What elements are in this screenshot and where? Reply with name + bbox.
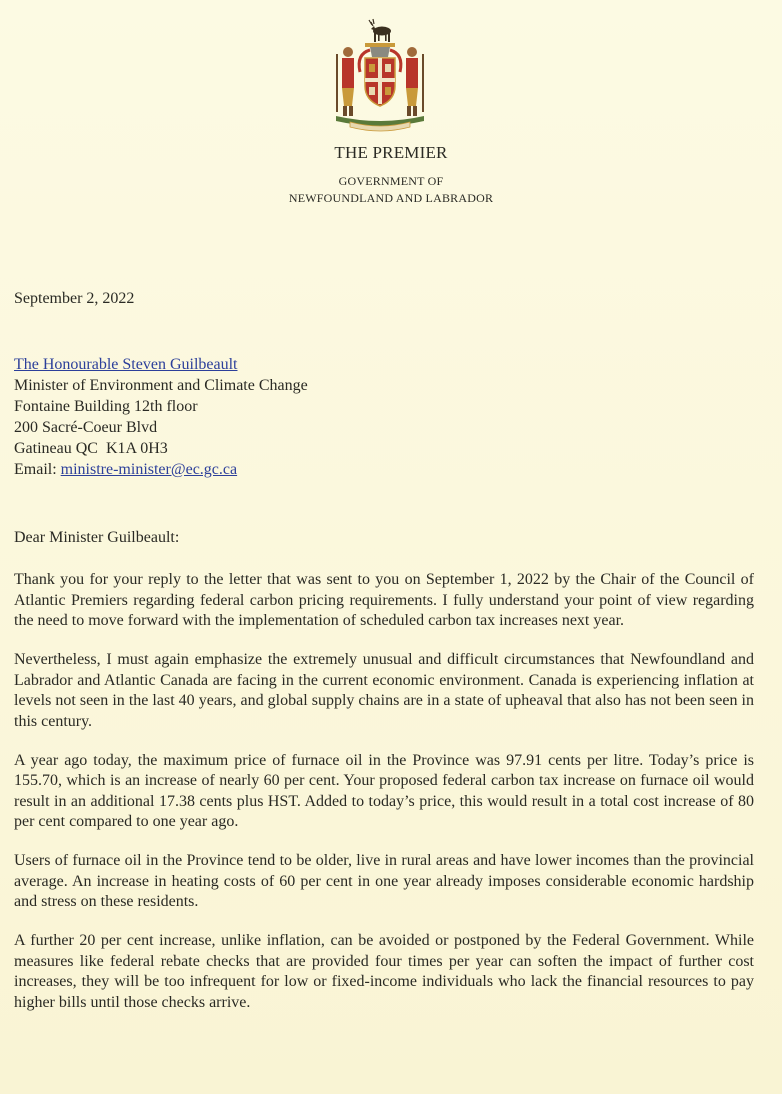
coat-of-arms-icon <box>330 14 430 132</box>
letterhead-government <box>0 173 782 207</box>
recipient-building: Fontaine Building 12th floor <box>14 398 198 415</box>
email-link[interactable]: ministre-minister@ec.gc.ca <box>60 461 238 478</box>
letterhead-title: THE PREMIER <box>334 143 448 162</box>
paragraph-2: Nevertheless, I must again emphasize the extremely unusual and difficult circumstances that Newfoundland and Labrador and Atlantic Canada are facing in the current economic environment. Canada is experiencing inflation at levels not seen in the last 40 years, and global supply chains are in a state of upheaval that also has not been seen in this century. <box>14 651 754 730</box>
recipient-city: Gatineau QC K1A 0H3 <box>14 440 168 457</box>
recipient-address <box>14 354 308 480</box>
recipient-email-line <box>14 459 308 480</box>
salutation: Dear Minister Guilbeault: <box>14 529 180 546</box>
paragraph-3: A year ago today, the maximum price of furnace oil in the Province was 97.91 cents per litre. Today’s price is 155.70, which is an increase of nearly 60 per cent. Your proposed federal carbon tax increase on furnace oil would result in an additional 17.38 cents plus HST. Added to today’s price, this would result in a total cost increase of 80 per cent compared to one year ago. <box>14 751 754 830</box>
government-line-1: GOVERNMENT OF <box>338 174 444 188</box>
paragraph-5: A further 20 per cent increase, unlike inflation, can be avoided or postponed by the Federal Government. While measures like federal rebate checks that are provided four times per year can soften the impact of further cost increases, they will be too infrequent for low or fixed-income individuals who lack the financial resources to pay higher bills until those checks arrive. <box>14 932 754 1011</box>
recipient-street: 200 Sacré-Coeur Blvd <box>14 419 158 436</box>
letter-date: September 2, 2022 <box>14 290 135 307</box>
government-line-2: NEWFOUNDLAND AND LABRADOR <box>288 191 494 205</box>
email-label: Email: <box>14 461 61 478</box>
recipient-name-link[interactable]: The Honourable Steven Guilbeault <box>14 356 238 373</box>
letter-body <box>14 570 754 1032</box>
paragraph-1: Thank you for your reply to the letter that was sent to you on September 1, 2022 by the Chair of the Council of Atlantic Premiers regarding federal carbon pricing requirements. I fully understand your point of view regarding the need to move forward with the implementation of scheduled carbon tax increases next year. <box>14 571 754 629</box>
recipient-title: Minister of Environment and Climate Change <box>14 377 308 394</box>
paragraph-4: Users of furnace oil in the Province tend to be older, live in rural areas and have lower incomes than the provincial average. An increase in heating costs of 60 per cent in one year already imposes considerable economic hardship and stress on these residents. <box>14 852 754 910</box>
